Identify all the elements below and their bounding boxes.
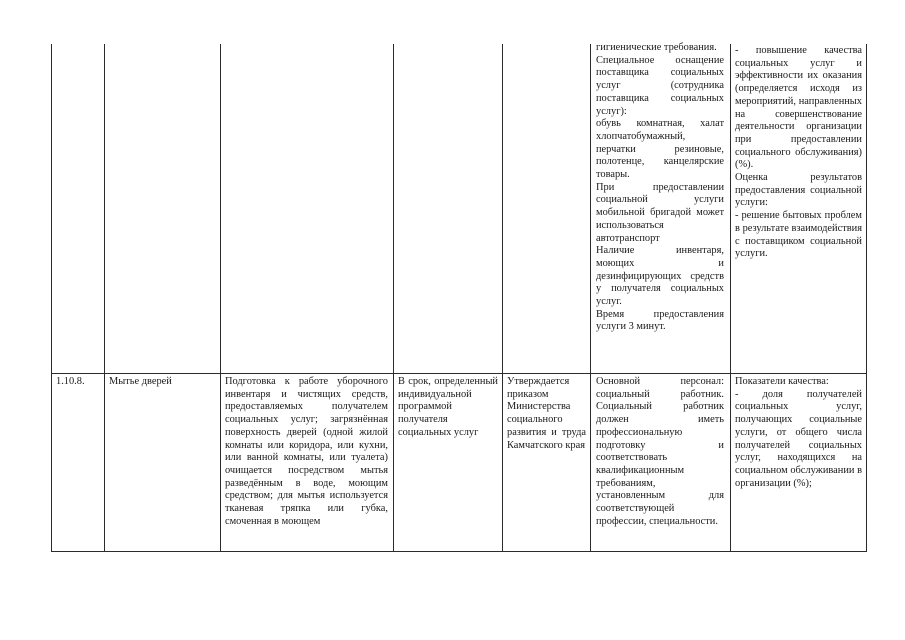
table-row-divider (51, 373, 867, 374)
service-timing: В срок, определенный индивидуальной программой получателя социальных услуг (398, 376, 498, 438)
quality-paragraph: Оценка результатов предоставления социальной услуги: (735, 172, 862, 209)
column-divider (393, 44, 394, 552)
service-description: Подготовка к работе уборочного инвентаря и чистящих средств, предоставляемых получателем социальных услуг; загрязнённая поверхность дверей (одной жилой комнаты или коридора, или кухни, или ванной комнаты, или туалета) очищается посредством мытья разведённым в воде, моющим средством; для мытья используется тканевая тряпка или губка, смоченная в моющем (225, 376, 388, 527)
equipment-paragraph: гигиенические требования. (596, 42, 717, 53)
quality-heading: Показатели качества: (735, 376, 829, 387)
equipment-paragraph: обувь комнатная, халат хлопчатобумажный, перчатки резиновые, полотенце, канцелярские товары. (596, 118, 724, 181)
equipment-paragraph: При предоставлении социальной услуги мобильной бригадой может использоваться автотранспорт (596, 181, 724, 244)
column-divider (502, 44, 503, 552)
top-row-quality-cell (735, 45, 862, 261)
service-name: Мытье дверей (109, 376, 172, 387)
table-right-border (866, 44, 867, 552)
quality-paragraph: - решение бытовых проблем в результате взаимодействия с поставщиком социальной услуги. (735, 210, 862, 260)
quality-text: - доля получателей социальных услуг, получающих социальные услуги, от общего числа получателей социальных услуг, находящихся на социальном обслуживании в организации (%); (735, 388, 862, 489)
service-quality-cell (735, 376, 862, 490)
quality-paragraph: - повышение качества социальных услуг и эффективности их оказания (определяется исходя из мероприятий, направленных на совершенствование деятельности организации при предоставлении социального обслуживания) (%). (735, 45, 862, 171)
table-left-border (51, 44, 52, 552)
table-bottom-border (51, 551, 867, 552)
service-staff: Основной персонал: социальный работник. Социальный работник должен иметь профессиональную подготовку и соответствовать квалификационным требованиям, установленным для соответствующей профессии, специальности. (596, 376, 724, 527)
equipment-paragraph: Специальное оснащение поставщика социальных услуг (сотрудника поставщика социальных услуг): (596, 54, 724, 117)
column-divider (104, 44, 105, 552)
service-number: 1.10.8. (56, 376, 85, 387)
equipment-paragraph: Наличие инвентаря, моющих и дезинфицирующих средств у получателя социальных услуг. (596, 245, 724, 308)
column-divider (730, 44, 731, 552)
service-norm: Утверждается приказом Министерства социального развития и труда Камчатского края (507, 376, 586, 451)
column-divider (220, 44, 221, 552)
top-row-equipment-cell (596, 42, 724, 334)
equipment-paragraph: Время предоставления услуги 3 минут. (596, 308, 724, 333)
column-divider (590, 44, 591, 552)
